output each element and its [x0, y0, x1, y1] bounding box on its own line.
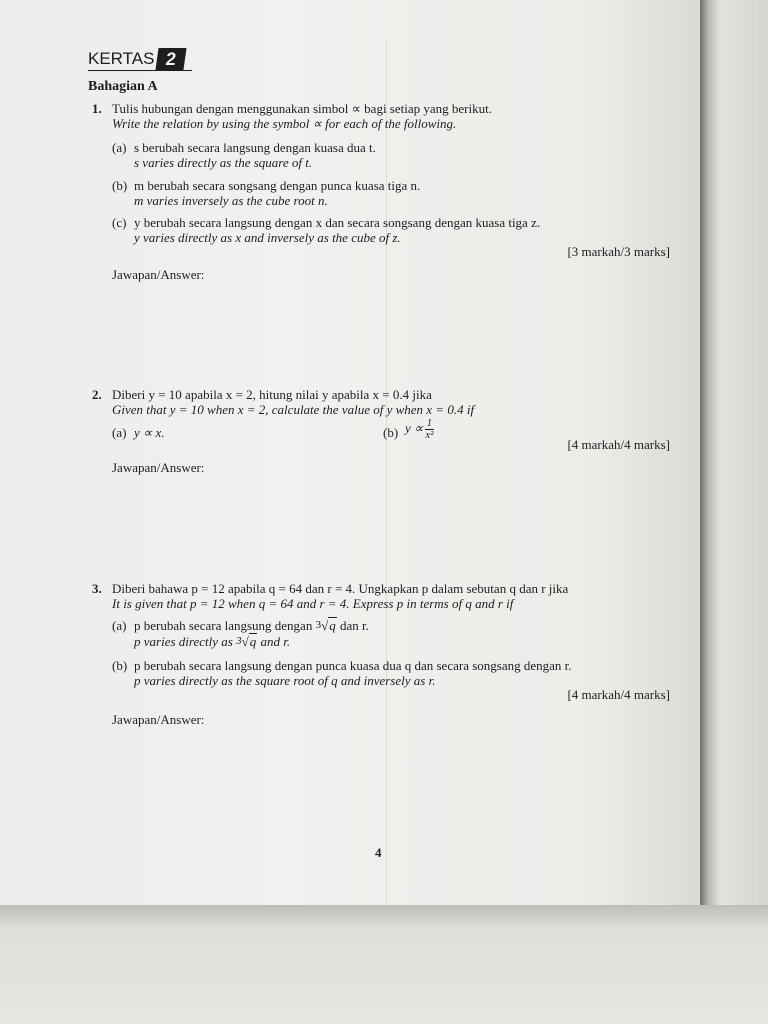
q3-a-label: (a) — [112, 618, 127, 633]
q2-b-denominator: x² — [425, 429, 434, 441]
q3-stem-en: It is given that p = 12 when q = 64 and r = 4. Express p in terms of q and r if — [112, 596, 514, 611]
q1-stem-en: Write the relation by using the symbol ∝ for each of the following. — [112, 116, 457, 131]
q1-a-en: s varies directly as the square of t. — [134, 155, 313, 170]
q3-a-en-root-var: q — [249, 634, 257, 649]
kertas-label: KERTAS — [88, 49, 155, 68]
q3-number: 3. — [92, 581, 102, 596]
q1-a-ms: s berubah secara langsung dengan kuasa dua t. — [134, 140, 376, 155]
section-title: Bahagian A — [88, 79, 158, 94]
q3-a-en-pre: p varies directly as — [134, 634, 233, 649]
q3-stem-ms: Diberi bahawa p = 12 apabila q = 64 dan r = 4. Ungkapkan p dalam sebutan q dan r jika — [112, 581, 569, 596]
q3-a-en: p varies directly as $^3$√q and r. — [134, 634, 291, 649]
q1-number: 1. — [92, 101, 102, 116]
q3-marks: [4 markah/4 marks] — [567, 687, 670, 702]
q2-b-expr — [405, 418, 434, 441]
q1-b-ms: m berubah secara songsang dengan punca kuasa tiga n. — [134, 178, 421, 193]
q3-a-en-post: and r. — [260, 634, 291, 649]
q3-a-ms: p berubah secara langsung dengan $^3$√q dan r. — [134, 618, 369, 633]
q2-b-numerator: 1 — [426, 417, 433, 429]
q1-stem-ms: Tulis hubungan dengan menggunakan simbol ∝ bagi setiap yang berikut. — [112, 101, 492, 116]
q2-stem-ms: Diberi y = 10 apabila x = 2, hitung nilai y apabila x = 0.4 jika — [112, 387, 432, 402]
q3-a-ms-root-index: 3 — [315, 619, 322, 631]
q3-answer-label: Jawapan/Answer: — [112, 712, 205, 727]
underlying-page — [0, 905, 768, 1024]
kertas-header — [88, 48, 185, 70]
q1-b-label: (b) — [112, 178, 128, 193]
q1-a-label: (a) — [112, 140, 127, 155]
q2-answer-label: Jawapan/Answer: — [112, 460, 205, 475]
q1-c-ms: y berubah secara langsung dengan x dan secara songsang dengan kuasa tiga z. — [134, 215, 541, 230]
q3-a-ms-pre: p berubah secara langsung dengan — [134, 618, 313, 633]
q3-b-en: p varies directly as the square root of q and inversely as r. — [134, 673, 436, 688]
kertas-number-badge: 2 — [156, 48, 187, 70]
q3-a-ms-post: dan r. — [339, 618, 369, 633]
q3-a-ms-root-var: q — [329, 618, 336, 633]
q2-b-label: (b) — [383, 425, 399, 440]
q1-c-en: y varies directly as x and inversely as the cube of z. — [134, 230, 401, 245]
q2-a-label: (a) — [112, 425, 127, 440]
q3-b-ms: p berubah secara langsung dengan punca kuasa dua q dan secara songsang dengan r. — [134, 658, 572, 673]
q1-marks: [3 markah/3 marks] — [567, 244, 670, 259]
q2-stem-en: Given that y = 10 when x = 2, calculate the value of y when x = 0.4 if — [112, 402, 475, 417]
q1-b-en: m varies inversely as the cube root n. — [134, 193, 328, 208]
q1-c-label: (c) — [112, 215, 127, 230]
header-rule — [88, 70, 192, 71]
q2-b-fraction — [425, 418, 433, 441]
q3-b-label: (b) — [112, 658, 128, 673]
page-number: 4 — [375, 845, 382, 860]
q2-b-prefix: y ∝ — [405, 420, 424, 436]
book-spine — [700, 0, 768, 905]
q3-a-en-root-index: 3 — [236, 635, 242, 647]
q2-marks: [4 markah/4 marks] — [567, 437, 670, 452]
q2-a-expr: y ∝ x. — [134, 425, 165, 440]
q1-answer-label: Jawapan/Answer: — [112, 267, 205, 282]
q2-number: 2. — [92, 387, 102, 402]
